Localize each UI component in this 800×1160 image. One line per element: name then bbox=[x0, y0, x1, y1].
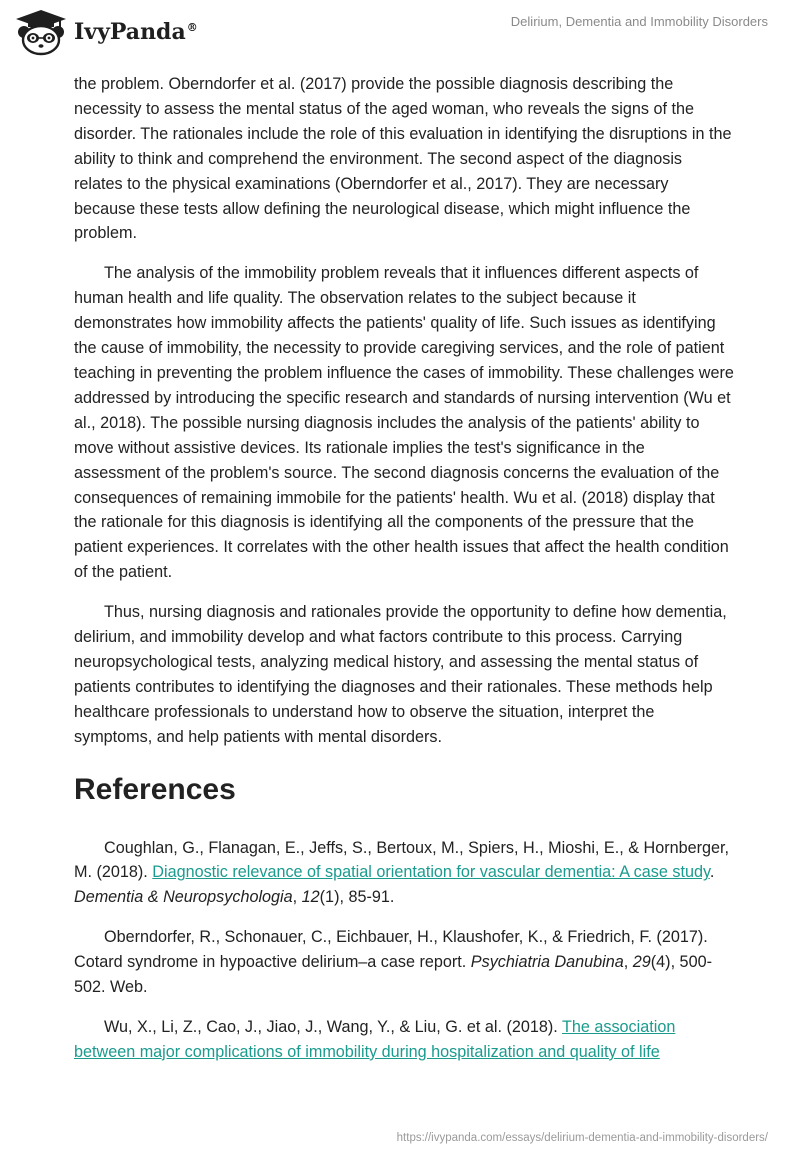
body-paragraph: Thus, nursing diagnosis and rationales provide the opportunity to define how dementia, delirium, and immobility develop and what factors contribute to this process. Carrying neuropsychological tests, analyzing medical history, and assessing the mental status of patients contributes to identifying the diagnoses and their rationales. These methods help healthcare professionals to understand how to observe the situation, interpret the symptoms, and help patients with mental disorders. bbox=[74, 603, 727, 746]
essay-content bbox=[74, 72, 734, 1080]
body-paragraph: the problem. Oberndorfer et al. (2017) provide the possible diagnosis describing the necessity to assess the mental status of the aged woman, who reveals the signs of the disorder. The rationales include the role of this evaluation in identifying the disruptions in the ability to think and comprehend the environment. The second aspect of the diagnosis relates to the physical examinations (Oberndorfer et al., 2017). They are necessary because these tests allow defining the neurological disease, which might influence the problem. bbox=[74, 75, 732, 243]
body-paragraph: The analysis of the immobility problem reveals that it influences different aspects of human health and life quality. The observation relates to the subject because it demonstrates how immobility affects the patients' quality of life. Such issues as identifying the cause of immobility, the necessity to provide caregiving services, and the role of patient teaching in preventing the problem influence the cases of immobility. These challenges were addressed by introducing the specific research and standards of nursing intervention (Wu et al., 2018). The possible nursing diagnosis includes the analysis of the patients' ability to move without assistive devices. Its rationale implies the test's significance in the assessment of the problem's source. The second diagnosis concerns the evaluation of the consequences of remaining immobile for the patients' health. Wu et al. (2018) display that the rationale for this diagnosis is identifying all the components of the pressure that the patient experiences. It correlates with the other health issues that affect the health condition of the patient. bbox=[74, 264, 734, 582]
reference-item: Oberndorfer, R., Schonauer, C., Eichbauer, H., Klaushofer, K., & Friedrich, F. (2017). Cotard syndrome in hypoactive delirium–a case report. Psychiatria Danubina, 29(4), 500-502. Web. bbox=[74, 928, 712, 997]
panda-graduate-icon bbox=[14, 8, 68, 56]
reference-link[interactable]: The association between major complications of immobility during hospitalization and quality of life bbox=[74, 1018, 676, 1061]
brand-logo[interactable] bbox=[14, 8, 198, 56]
reference-item: Wu, X., Li, Z., Cao, J., Jiao, J., Wang, Y., & Liu, G. et al. (2018). The association between major complications of immobility during hospitalization and quality of life bbox=[74, 1018, 676, 1061]
references-heading: References bbox=[74, 772, 236, 806]
footer-url[interactable]: https://ivypanda.com/essays/delirium-dementia-and-immobility-disorders/ bbox=[396, 1132, 768, 1144]
document-title: Delirium, Dementia and Immobility Disorders bbox=[510, 14, 768, 29]
page-header bbox=[0, 0, 800, 64]
brand-name: IvyPanda® bbox=[74, 19, 198, 45]
reference-item: Coughlan, G., Flanagan, E., Jeffs, S., Bertoux, M., Spiers, H., Mioshi, E., & Hornberger, M. (2018). Diagnostic relevance of spatial orientation for vascular dementia: A case study. Dementia & Neuropsychologia, 12(1), 85-91. bbox=[74, 838, 729, 907]
reference-link[interactable]: Diagnostic relevance of spatial orientation for vascular dementia: A case study bbox=[152, 863, 710, 882]
